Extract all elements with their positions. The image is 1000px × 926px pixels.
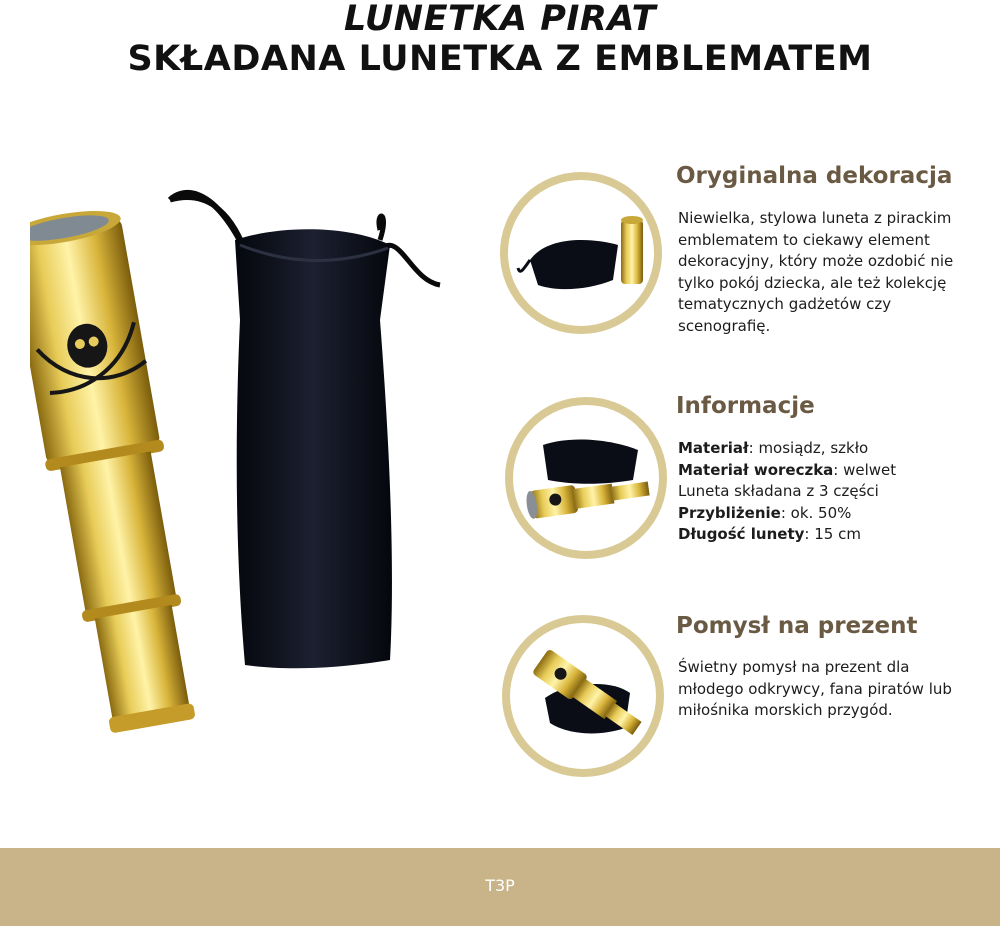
gift-photo: [502, 615, 664, 777]
info-value: Luneta składana z 3 części: [678, 482, 879, 500]
info-value: : 15 cm: [804, 525, 861, 543]
info-value: : ok. 50%: [780, 503, 852, 522]
info-value: : mosiądz, szkło: [748, 439, 869, 457]
info-label: Długość lunety: [678, 525, 805, 543]
info-line: [678, 524, 978, 546]
info-label: Przybliżenie: [678, 503, 781, 522]
pouch-image: [508, 180, 654, 326]
info-line: [678, 481, 978, 503]
info-value: : welwet: [833, 460, 897, 479]
footer-band: [0, 848, 1000, 926]
spyglass-image: [513, 405, 659, 551]
section-heading-decoration: Oryginalna dekoracja: [676, 163, 953, 189]
info-line: [678, 438, 978, 460]
section-text-decoration: Niewielka, stylowa luneta z pirackim emblematem to ciekawy element dekoracyjny, który może ozdobić nie tylko pokój dziecka, ale też kolekcję tematycznych gadżetów czy scenografię.: [678, 209, 954, 335]
info-photo: [505, 397, 667, 559]
spyglass-image: [30, 170, 470, 750]
title-line-1: LUNETKA PIRAT: [343, 0, 656, 39]
title-line-2: SKŁADANA LUNETKA Z EMBLEMATEM: [127, 39, 873, 79]
info-line: [678, 460, 978, 482]
info-label: Materiał: [678, 439, 749, 457]
section-heading-info: Informacje: [676, 393, 815, 419]
info-list: [678, 438, 978, 546]
pouch-image: [235, 229, 392, 668]
section-heading-gift: Pomysł na prezent: [676, 613, 918, 639]
info-label: Materiał woreczka: [678, 460, 834, 479]
spyglass-image: [510, 623, 656, 769]
footer-brand: T3P: [485, 876, 515, 895]
section-text-gift: Świetny pomysł na prezent dla młodego odkrywcy, fana piratów lub miłośnika morskich przygód.: [678, 658, 952, 719]
product-image: [30, 170, 470, 750]
decoration-photo: [500, 172, 662, 334]
info-line: [678, 503, 978, 525]
